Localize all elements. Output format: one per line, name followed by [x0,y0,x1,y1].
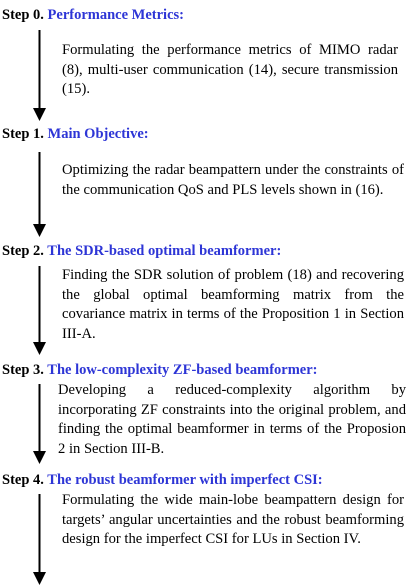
step-0-label: Step 0. [2,7,44,23]
arrow-step-0 [33,30,46,121]
step-2-heading [2,242,281,260]
step-3-description: Developing a reduced-complexity algorithm by incorporating ZF constraints into the original problem, and finding the optimal beamformer in terms of the Proposion 2 in Section III-B. [58,382,406,457]
step-1-description: Optimizing the radar beampattern under the constraints of the communication QoS and PLS levels shown in (16). [62,162,404,198]
arrow-step-1 [33,152,46,237]
step-4-label: Step 4. [2,472,44,488]
step-2-title: The SDR-based optimal beamformer: [47,243,282,259]
step-2-description: Finding the SDR solution of problem (18) and recovering the global optimal beamforming matrix from the covariance matrix in terms of the Proposition 1 in Section III-A. [62,267,404,342]
step-2-label: Step 2. [2,243,44,259]
step-3-title: The low-complexity ZF-based beamformer: [47,362,318,378]
step-1-heading [2,125,149,143]
step-4-description: Formulating the wide main-lobe beampattern design for targets’ angular uncertainties and the robust beamforming design for the imperfect CSI for LUs in Section IV. [62,492,404,548]
step-4-heading [2,471,323,489]
step-0-heading [2,6,184,24]
step-4-title: The robust beamformer with imperfect CSI: [47,472,323,488]
arrow-step-2 [33,266,46,355]
step-0-description: Formulating the performance metrics of MIMO radar (8), multi-user communication (14), secure transmission (15). [62,42,398,98]
arrow-step-3 [33,384,46,464]
arrow-step-4 [33,494,46,585]
step-3-label: Step 3. [2,362,44,378]
step-3-heading [2,361,318,379]
step-1-title: Main Objective: [47,126,149,142]
step-1-label: Step 1. [2,126,44,142]
step-0-title: Performance Metrics: [47,7,184,23]
